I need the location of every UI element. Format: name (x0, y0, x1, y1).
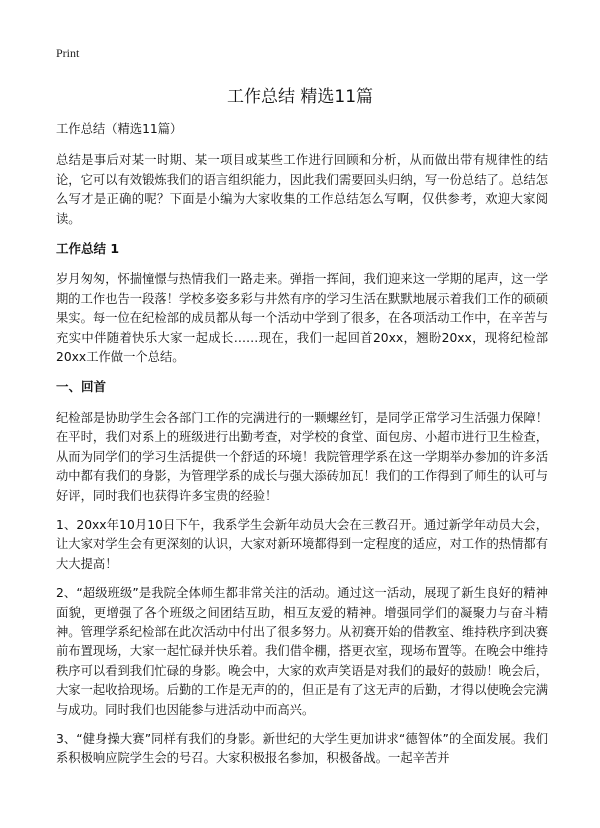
intro-paragraph: 总结是事后对某一时期、某一项目或某些工作进行回顾和分析，从而做出带有规律性的结论，它可以有效锻炼我们的语言组织能力，因此我们需要回头归纳，写一份总结了。总结怎么写才是正确的呢？下面是小编为大家收集的工作总结怎么写啊，仅供参考，欢迎大家阅读。 (56, 153, 548, 226)
review-paragraph-1: 纪检部是协助学生会各部门工作的完满进行的一颗螺丝钉，是同学正常学习生活强力保障！在平时，我们对系上的班级进行出勤考查，对学校的食堂、面包房、小超市进行卫生检查，从而为同学们的学习生活提供一个舒适的环境！我院管理学系在这一学期举办参加的许多活动中都有我们的身影，为管理学系的成长与强大添砖加瓦！我们的工作得到了师生的认可与好评，同时我们也获得许多宝贵的经验！ (56, 410, 548, 503)
document-subtitle: 工作总结（精选11篇） (56, 122, 183, 136)
document-title: 工作总结 精选11篇 (226, 87, 374, 107)
summary-1-paragraph: 岁月匆匆，怀揣憧憬与热情我们一路走来。弹指一挥间，我们迎来这一学期的尾声，这一学期的工作也告一段落！学校多姿多彩与井然有序的学习生活在默默地展示着我们工作的硕硕果实。每一位在纪检部的成员都从每一个活动中学到了很多，在各项活动工作中，在辛苦与充实中伴随着快乐大家一起成长……现在，我们一起回首20xx，翘盼20xx，现将纪检部20xx工作做一个总结。 (56, 272, 548, 365)
document-body (56, 120, 548, 779)
review-paragraph-4: 3、“健身操大赛”同样有我们的身影。新世纪的大学生更加讲求“德智体”的全面发展。我们系积极响应院学生会的号召。大家积极报名参加，积极备战。一起辛苦并 (56, 731, 548, 766)
review-paragraph-3: 2、“超级班级”是我院全体师生都非常关注的活动。通过这一活动，展现了新生良好的精神面貌，更增强了各个班级之间团结互助，相互友爱的精神。增强同学们的凝聚力与奋斗精神。管理学系纪检部在此次活动中付出了很多努力。从初赛开始的借教室、维持秩序到决赛前布置现场，大家一起忙碌并快乐着。我们借伞棚，搭更衣室，现场布置等。在晚会中维持秩序可以看到我们忙碌的身影。晚会中，大家的欢声笑语是对我们的最好的鼓励！晚会后，大家一起收拾现场。后勤的工作是无声的的，但正是有了这无声的后勤，才得以使晚会完满与成功。同时我们也因能参与进活动中而高兴。 (56, 586, 548, 717)
review-paragraph-2: 1、20xx年10月10日下午，我系学生会新年动员大会在三教召开。通过新学年动员大会，让大家对学生会有更深刻的认识，大家对新环境都得到一定程度的适应，对工作的热情都有大大提高！ (56, 517, 548, 571)
section-heading-summary-1: 工作总结 1 (56, 241, 120, 257)
section-heading-review: 一、回首 (56, 379, 107, 395)
print-link[interactable]: Print (56, 46, 80, 60)
